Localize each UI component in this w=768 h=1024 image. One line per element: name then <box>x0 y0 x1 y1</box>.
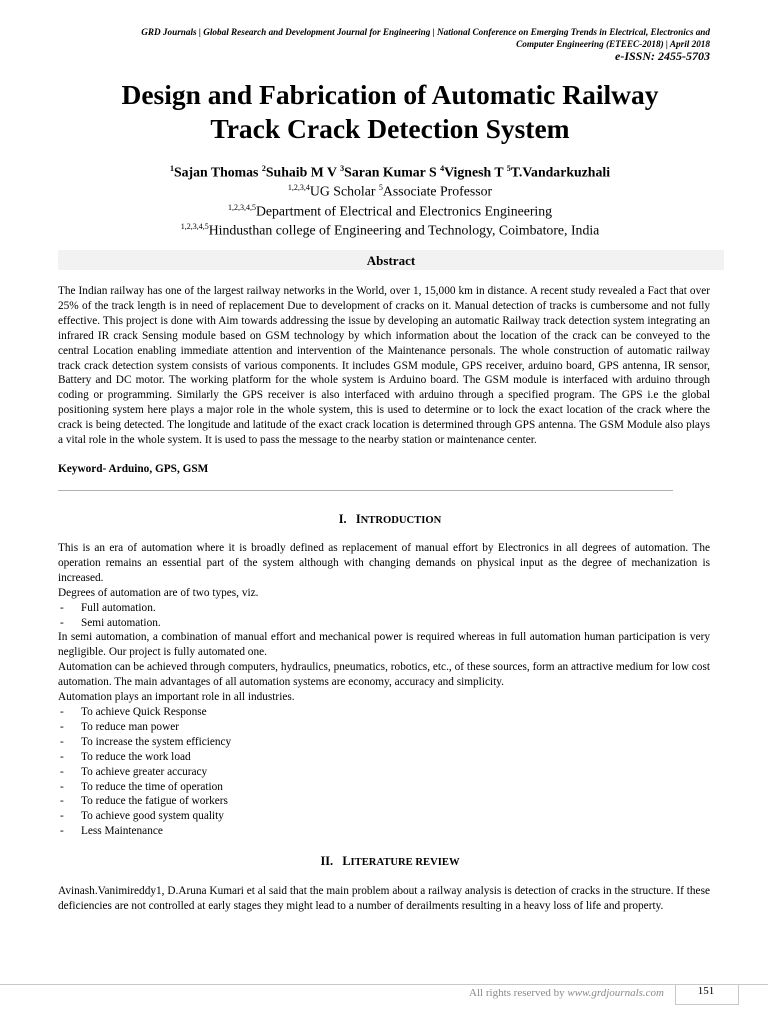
list-dash: - <box>60 616 64 629</box>
list-item-text: To reduce the time of operation <box>81 780 223 793</box>
list-dash: - <box>60 601 64 614</box>
college-text: Hindusthan college of Engineering and Technology, Coimbatore, India <box>208 222 600 238</box>
section-heading-introduction <box>40 511 740 529</box>
list-dash: - <box>60 780 64 793</box>
page-number: 151 <box>697 985 715 997</box>
paper-title <box>40 78 740 146</box>
list-item <box>58 780 710 795</box>
list-item <box>58 705 710 720</box>
list-item-text: Semi automation. <box>81 616 161 629</box>
automation-goals-list <box>58 705 710 839</box>
section-heading-literature-review <box>40 853 740 871</box>
paragraph: In semi automation, a combination of manual effort and mechanical power is required whereas in full automation human participation is very negligible. Our project is fully automated one. <box>58 631 710 659</box>
abstract-heading: Abstract <box>58 250 724 270</box>
college <box>40 217 740 240</box>
journal-header-line2: Computer Engineering (ETEEC-2018) | April 2018 <box>516 39 710 49</box>
section-title-initial: L <box>342 854 351 868</box>
automation-types-list <box>58 601 710 631</box>
journal-header-line1: GRD Journals | Global Research and Development Journal for Engineering | National Conference on Emerging Trends in Electrical, Electronics and <box>141 27 710 37</box>
list-item-text: To reduce man power <box>81 720 180 733</box>
list-dash: - <box>60 750 64 763</box>
list-item-text: To reduce the fatigue of workers <box>81 795 228 808</box>
paragraph: Degrees of automation are of two types, viz. <box>58 586 259 599</box>
author-sup: 4 <box>440 164 445 173</box>
journal-header <box>60 26 710 63</box>
list-item <box>58 735 710 750</box>
list-item <box>58 616 710 631</box>
author-name: Vignesh T <box>444 164 507 180</box>
author-name: Saran Kumar S <box>344 164 441 180</box>
list-item <box>58 601 710 616</box>
college-sup: 1,2,3,4,5 <box>180 222 209 231</box>
journal-website-link[interactable]: www.grdjournals.com <box>567 987 664 999</box>
paragraph: Automation plays an important role in all industries. <box>58 691 295 704</box>
list-item <box>58 750 710 765</box>
author-name: Suhaib M V <box>265 164 341 180</box>
list-dash: - <box>60 825 64 838</box>
literature-review-body <box>58 884 710 914</box>
keywords: Keyword- Arduino, GPS, GSM <box>58 463 209 475</box>
section-title-initial: I <box>355 512 361 526</box>
paragraph: Avinash.Vanimireddy1, D.Aruna Kumari et al said that the main problem about a railway analysis is detection of cracks in the structure. If these deficiencies are not controlled at early stages they might lead to a number of derailments resulting in a heavy loss of life and property. <box>58 885 710 912</box>
department-text: Department of Electrical and Electronics Engineering <box>255 203 553 219</box>
section-title-rest: ITERATURE REVIEW <box>350 857 460 868</box>
role-professor: Associate Professor <box>382 183 493 199</box>
list-dash: - <box>60 795 64 808</box>
list-dash: - <box>60 705 64 718</box>
list-dash: - <box>60 765 64 778</box>
list-item <box>58 824 710 839</box>
list-item <box>58 765 710 780</box>
section-title-rest: NTRODUCTION <box>360 515 442 526</box>
author-sup: 5 <box>506 164 511 173</box>
abstract-text: The Indian railway has one of the largest railway networks in the World, over 1, 15,000 km in distance. A recent study revealed a Fact that over 25% of the track length is in need of replacement Due to development of cracks on it. Manual detection of tracks is cumbersome and not fully effective. This project is done with Aim towards addressing the issue by developing an automatic Railway track detection system integrating an infrared IR crack Sensing module based on GSM technology by which information about the location of the crack can be conveyed to the central Location enabling immediate attention and intervention of the Maintenance personals. The whole construction of automatic railway track crack detection system consists of various components. It includes GSM module, GPS receiver, arduino board, GPS antenna, IR sensor, Battery and DC motor. The working platform for the whole system is Arduino board. The GSM module is interfaced with arduino through coding or programming. Similarly the GPS receiver is also interfaced with arduino through a specified program. The GPS i.e the global positioning system here plays a major role in the whole system, this is used to determine or to lock the exact location of the crack where the crack is being detected. The longitude and latitude of the exact crack location is determined through GPS antenna. The GSM Module also plays a vital role in the whole system. It is used to pass the message to the nearby station or maintenance center. <box>58 285 710 447</box>
role-ug: UG Scholar <box>309 183 379 199</box>
list-item-text: To achieve Quick Response <box>81 705 207 718</box>
author-sup: 1 <box>169 164 174 173</box>
paragraph: Automation can be achieved through computers, hydraulics, pneumatics, robotics, etc., of these sources, form an attractive medium for low cost automation. The main advantages of all automation systems are economy, accuracy and simplicity. <box>58 661 710 689</box>
role-sup: 5 <box>378 183 383 192</box>
list-item <box>58 809 710 824</box>
section-number: II. <box>320 854 334 868</box>
paper-title-line2: Track Crack Detection System <box>210 113 570 144</box>
footer-rights <box>300 987 664 999</box>
dept-sup: 1,2,3,4,5 <box>227 203 256 212</box>
author-name: T.Vandarkuzhali <box>510 164 611 180</box>
issn: e-ISSN: 2455-5703 <box>615 49 710 63</box>
list-item-text: To achieve greater accuracy <box>81 765 208 778</box>
list-dash: - <box>60 810 64 823</box>
rights-text: All rights reserved by <box>469 987 568 999</box>
introduction-body <box>58 541 710 839</box>
list-item-text: To reduce the work load <box>81 750 191 763</box>
list-item-text: Full automation. <box>81 601 156 614</box>
list-dash: - <box>60 735 64 748</box>
list-item-text: To achieve good system quality <box>81 810 224 823</box>
author-sup: 3 <box>340 164 345 173</box>
paper-title-line1: Design and Fabrication of Automatic Railway <box>121 79 659 110</box>
list-dash: - <box>60 720 64 733</box>
author-sup: 2 <box>261 164 266 173</box>
author-name: Sajan Thomas <box>173 164 262 180</box>
paragraph: This is an era of automation where it is broadly defined as replacement of manual effort by Electronics in all degrees of automation. The operation remains an essential part of the system although with changing demands on physical input as the degree of mechanization is increased. <box>58 542 710 584</box>
section-number: I. <box>338 512 347 526</box>
list-item <box>58 720 710 735</box>
divider <box>58 490 673 491</box>
footer-divider <box>0 984 768 985</box>
list-item-text: Less Maintenance <box>81 825 163 838</box>
role-sup: 1,2,3,4 <box>287 183 310 192</box>
list-item-text: To increase the system efficiency <box>81 735 232 748</box>
list-item <box>58 794 710 809</box>
